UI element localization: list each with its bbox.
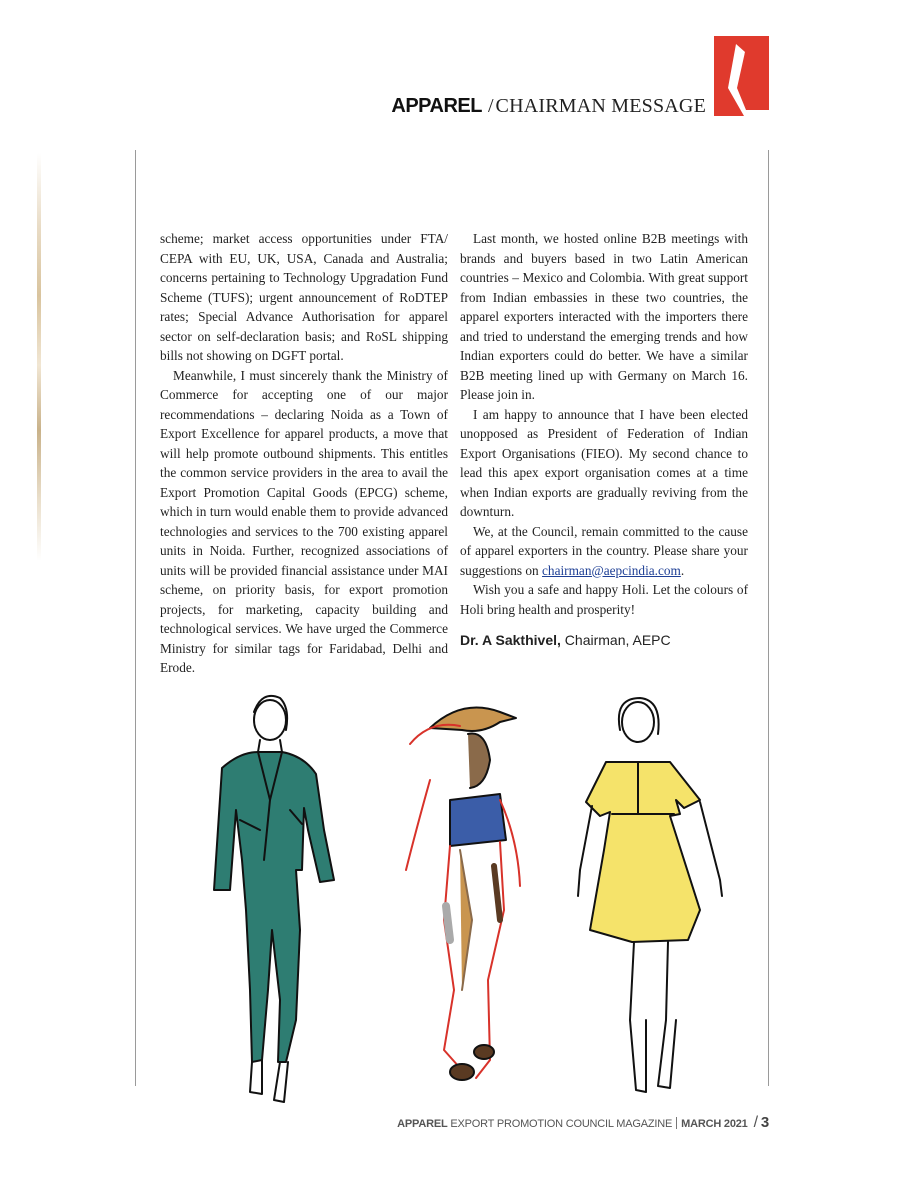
fashion-illustration xyxy=(200,690,740,1110)
footer-divider xyxy=(676,1117,677,1129)
footer-magazine: EXPORT PROMOTION COUNCIL MAGAZINE xyxy=(447,1118,673,1130)
column-rule-right xyxy=(768,150,769,1086)
figure-green-suit xyxy=(214,696,334,1102)
paragraph: Wish you a safe and happy Holi. Let the colours of Holi bring health and prosperity! xyxy=(460,582,748,617)
signatory-title: Chairman, AEPC xyxy=(560,632,671,648)
section-header xyxy=(391,94,706,118)
footer-separator: / xyxy=(753,1114,758,1131)
header-separator: / xyxy=(487,95,494,117)
article-column-2 xyxy=(460,229,748,651)
footer-brand: APPAREL xyxy=(397,1118,448,1130)
column-rule-left xyxy=(135,150,136,1086)
paragraph: scheme; market access opportunities under FTA/ CEPA with EU, UK, USA, Canada and Australia; concerns pertaining to Technology Upgradation Fund Scheme (TUFS); urgent announcement of RoDTEP rates; Special Advance Authorisation for apparel sector on self-declaration basis; and RoSL shipping bills not showing on DGFT portal. xyxy=(160,231,448,363)
side-photo-strip xyxy=(37,153,41,561)
email-link[interactable]: chairman@aepcindia.com xyxy=(542,562,681,578)
footer-issue: MARCH 2021 xyxy=(681,1118,748,1130)
signature xyxy=(460,631,748,651)
paragraph xyxy=(460,522,748,581)
section-title: APPAREL xyxy=(391,95,482,117)
page-number: 3 xyxy=(760,1114,769,1131)
article-column-1 xyxy=(160,229,448,678)
signatory-name: Dr. A Sakthivel, xyxy=(460,632,561,648)
paragraph: Last month, we hosted online B2B meetings with brands and buyers based in two Latin American countries – Mexico and Colombia. With great support from Indian embassies in these two countries, the apparel exporters interacted with the importers there and tried to understand the emerging trends and how Indian exporters could do better. We have a similar B2B meeting lined up with Germany on March 16. Please join in. xyxy=(460,231,748,402)
section-subtitle: CHAIRMAN MESSAGE xyxy=(495,95,706,117)
paragraph-text: . xyxy=(680,562,685,578)
figure-yellow-dress xyxy=(578,698,722,1092)
paragraph: Meanwhile, I must sincerely thank the Ministry of Commerce for accepting one of our major recommendations – declaring Noida as a Town of Export Excellence for apparel products, a move that will help promote outbound shipments. This entitles the common service providers in the area to avail the Export Promotion Capital Goods (EPCG) scheme, which in turn would enable them to provide advanced technologies and services to the 700 existing apparel units in Noida. Further, recognized associations of units will be provided financial assistance under MAI scheme, on priority basis, for export promotion projects, for marketing, capacity building and technological services. We have urged the Commerce Ministry for similar tags for Faridabad, Delhi and Erode. xyxy=(160,367,448,675)
page-footer xyxy=(397,1114,769,1132)
paragraph: I am happy to announce that I have been elected unopposed as President of Federation of Indian Export Organisations (FIEO). My second chance to lead this apex export organisation comes at a time when Indian exports are gradually reviving from the downturn. xyxy=(460,406,748,519)
paragraph-text: We, at the Council, remain committed to the cause of apparel exporters in the country. Please share your suggestions on xyxy=(460,523,748,578)
figure-cap-denim xyxy=(406,708,520,1080)
aepc-logo-icon xyxy=(714,36,769,116)
